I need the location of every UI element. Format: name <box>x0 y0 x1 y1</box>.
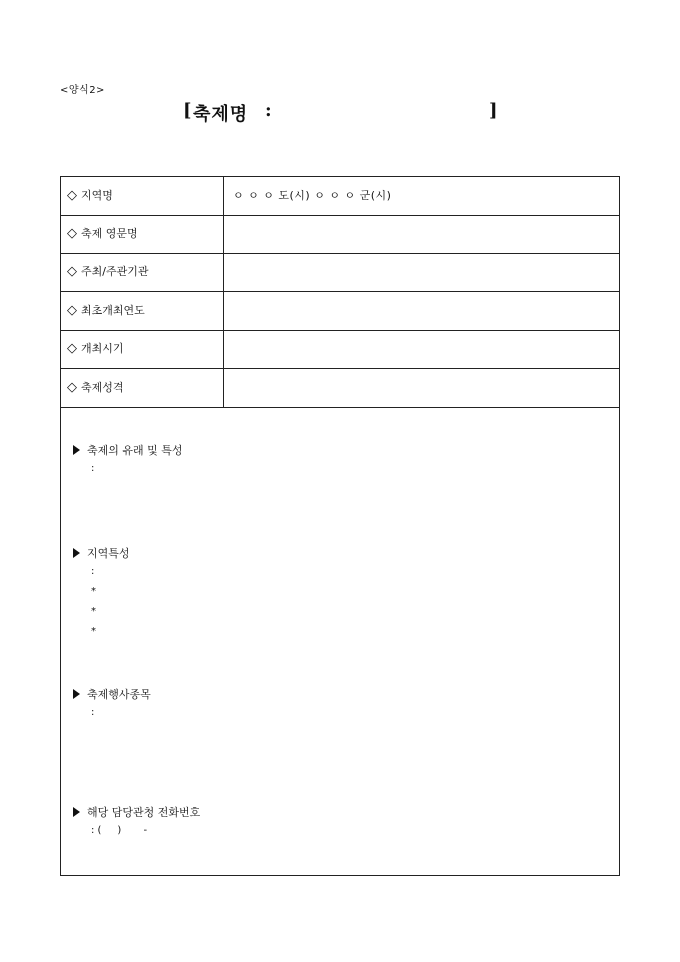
title-festival-name-label: 축제명 <box>193 104 249 125</box>
row-period <box>61 330 619 369</box>
row-english-name <box>61 215 619 254</box>
row-label: ◇ 지역명 <box>61 177 224 215</box>
festival-info-table <box>60 176 620 876</box>
row-first-year <box>61 292 619 331</box>
title-close-bracket: ] <box>489 100 498 121</box>
section-regional <box>73 546 130 642</box>
row-label: ◇ 주최/주관기관 <box>61 253 224 291</box>
section-line[interactable]: * <box>91 606 96 617</box>
section-heading: 지역특성 <box>87 547 130 560</box>
row-label: ◇ 최초개최연도 <box>61 292 224 330</box>
section-events <box>73 687 151 723</box>
section-line[interactable]: * <box>91 626 96 637</box>
row-label: ◇ 축제 영문명 <box>61 215 224 253</box>
section-line[interactable]: : <box>91 463 95 474</box>
section-line[interactable]: : <box>91 707 95 718</box>
section-origin <box>73 443 183 479</box>
diamond-icon: ◇ <box>67 341 77 356</box>
triangle-bullet-icon <box>73 689 80 699</box>
section-contact <box>73 805 200 841</box>
section-line[interactable]: : <box>91 566 95 577</box>
row-character <box>61 369 619 408</box>
title-colon: : <box>265 100 272 121</box>
diamond-icon: ◇ <box>67 303 77 318</box>
section-line[interactable]: * <box>91 586 96 597</box>
diamond-icon: ◇ <box>67 380 77 395</box>
row-value[interactable]: ㅇ ㅇ ㅇ 도(시) ㅇ ㅇ ㅇ 군(시) <box>233 189 392 202</box>
diamond-icon: ◇ <box>67 188 77 203</box>
row-label: ◇ 축제성격 <box>61 369 224 407</box>
triangle-bullet-icon <box>73 807 80 817</box>
form-label: <양식2> <box>60 85 105 96</box>
row-label: ◇ 개최시기 <box>61 330 224 368</box>
section-heading: 축제의 유래 및 특성 <box>87 444 183 457</box>
row-organizer <box>61 253 619 292</box>
row-region <box>61 177 619 216</box>
title-open-bracket: [ <box>183 100 192 121</box>
triangle-bullet-icon <box>73 445 80 455</box>
section-heading: 축제행사종목 <box>87 688 151 701</box>
diamond-icon: ◇ <box>67 264 77 279</box>
section-line[interactable]: : ( ) - <box>91 825 148 836</box>
section-heading: 해당 담당관청 전화번호 <box>87 806 201 819</box>
triangle-bullet-icon <box>73 548 80 558</box>
diamond-icon: ◇ <box>67 226 77 241</box>
